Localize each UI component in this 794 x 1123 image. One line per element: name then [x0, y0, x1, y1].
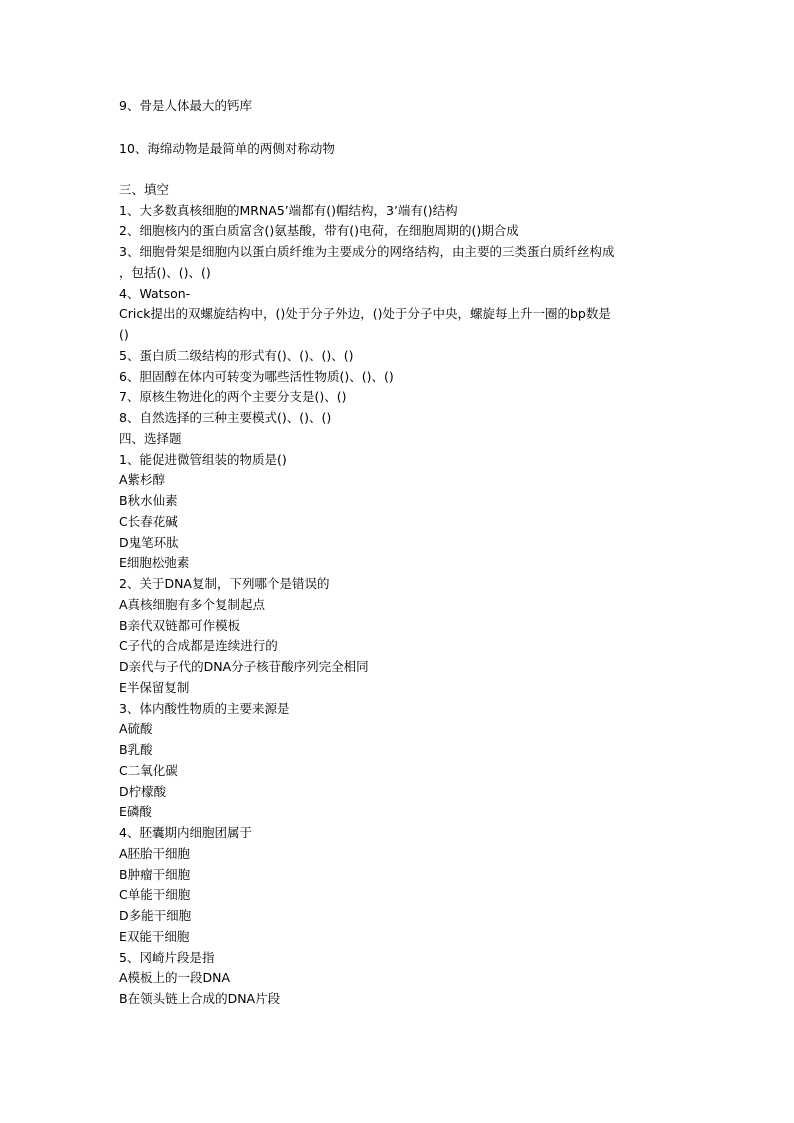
fill-blank-line: 6、胆固醇在体内可转变为哪些活性物质()、()、() — [119, 368, 394, 384]
answer-option: D鬼笔环肽 — [119, 534, 179, 550]
question-stem: 1、能促进微管组装的物质是() — [119, 451, 287, 467]
answer-option: B乳酸 — [119, 742, 153, 758]
question-stem: 3、体内酸性物质的主要来源是 — [119, 700, 290, 716]
section-heading-multiple-choice: 四、选择题 — [119, 430, 182, 446]
fill-blank-line: Crick提出的双螺旋结构中，()处于分子外边，()处于分子中央，螺旋每上升一圈的bp数是 — [119, 306, 611, 322]
answer-option: E细胞松弛素 — [119, 555, 190, 571]
answer-option: B秋水仙素 — [119, 493, 178, 509]
fill-blank-line: 4、Watson- — [119, 285, 191, 301]
answer-option: A模板上的一段DNA — [119, 970, 231, 986]
judgement-item-9: 9、骨是人体最大的钙库 — [119, 97, 252, 113]
answer-option: C单能干细胞 — [119, 887, 191, 903]
fill-blank-line: 8、自然选择的三种主要模式()、()、() — [119, 410, 332, 426]
fill-blank-line: () — [119, 327, 129, 343]
question-stem: 5、冈崎片段是指 — [119, 949, 215, 965]
answer-option: A真核细胞有多个复制起点 — [119, 596, 266, 612]
question-stem: 2、关于DNA复制，下列哪个是错误的 — [119, 576, 330, 592]
fill-blank-line: 7、原核生物进化的两个主要分支是()、() — [119, 389, 347, 405]
section-heading-fill-blank: 三、填空 — [119, 181, 170, 197]
answer-option: B肿瘤干细胞 — [119, 866, 191, 882]
answer-option: D亲代与子代的DNA分子核苷酸序列完全相同 — [119, 659, 369, 675]
fill-blank-line: 1、大多数真核细胞的MRNA5’端都有()帽结构，3’端有()结构 — [119, 202, 458, 218]
answer-option: A紫杉醇 — [119, 472, 166, 488]
answer-option: A胚胎干细胞 — [119, 845, 191, 861]
answer-option: A硫酸 — [119, 721, 153, 737]
answer-option: C二氧化碳 — [119, 762, 178, 778]
fill-blank-line: 5、蛋白质二级结构的形式有()、()、()、() — [119, 347, 354, 363]
answer-option: D柠檬酸 — [119, 783, 167, 799]
answer-option: C长春花碱 — [119, 513, 178, 529]
fill-blank-line: 3、细胞骨架是细胞内以蛋白质纤维为主要成分的网络结构，由主要的三类蛋白质纤丝构成 — [119, 244, 615, 260]
answer-option: D多能干细胞 — [119, 908, 192, 924]
fill-blank-line: ，包括()、()、() — [119, 264, 211, 280]
fill-blank-line: 2、细胞核内的蛋白质富含()氨基酸，带有()电荷，在细胞周期的()期合成 — [119, 223, 519, 239]
question-stem: 4、胚囊期内细胞团属于 — [119, 825, 252, 841]
answer-option: B亲代双链都可作模板 — [119, 617, 241, 633]
answer-option: E双能干细胞 — [119, 928, 190, 944]
answer-option: E磷酸 — [119, 804, 152, 820]
judgement-item-10: 10、海绵动物是最简单的两侧对称动物 — [119, 140, 335, 156]
answer-option: B在领头链上合成的DNA片段 — [119, 991, 281, 1007]
answer-option: E半保留复制 — [119, 679, 190, 695]
document-body — [119, 201, 614, 1010]
answer-option: C子代的合成都是连续进行的 — [119, 638, 278, 654]
